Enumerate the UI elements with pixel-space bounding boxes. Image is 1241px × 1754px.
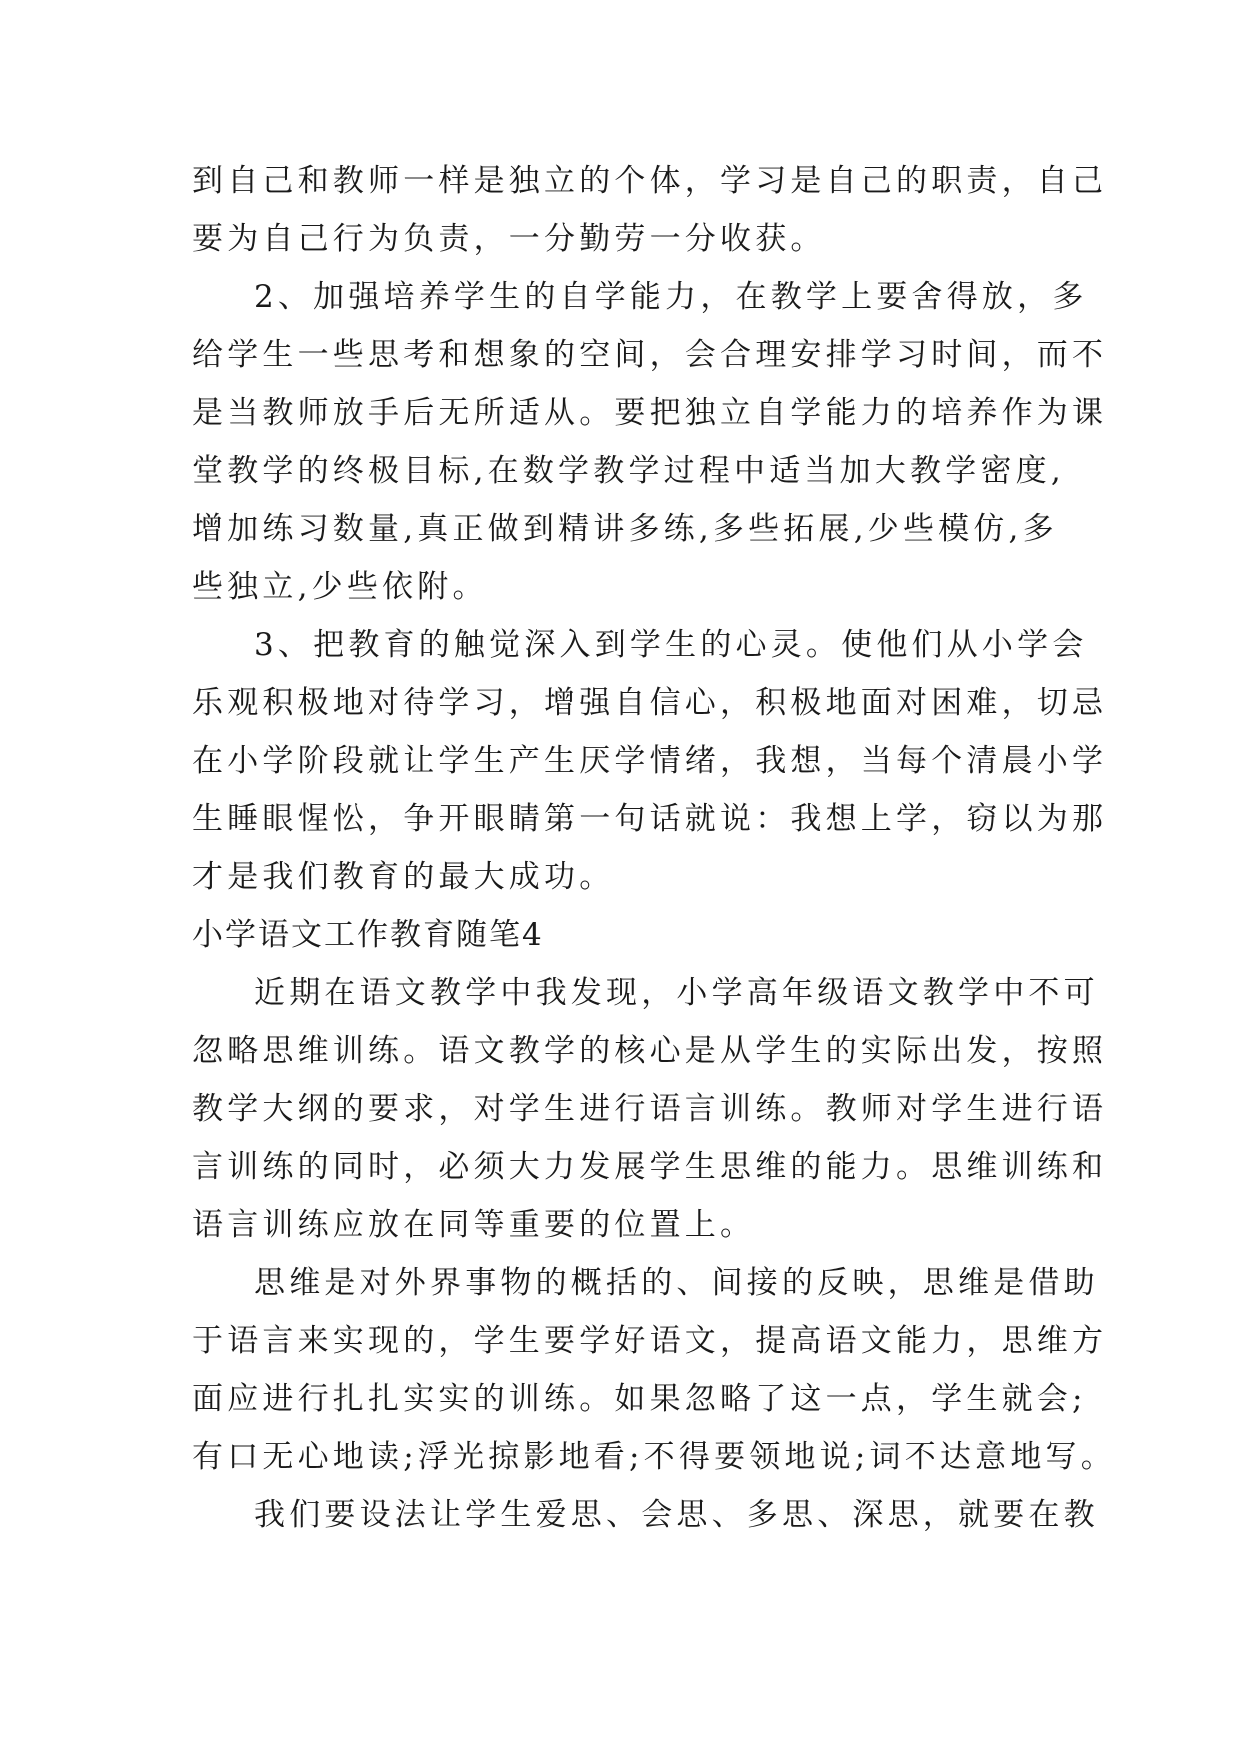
- text-line: 有口无心地读;浮光掠影地看;不得要领地说;词不达意地写。: [192, 1439, 1116, 1475]
- paragraph-first-line: 我们要设法让学生爱思、会思、多思、深思，就要在教: [254, 1497, 1099, 1533]
- text-line: 是当教师放手后无所适从。要把独立自学能力的培养作为课: [192, 395, 1108, 431]
- text-line: 教学大纲的要求，对学生进行语言训练。教师对学生进行语: [192, 1091, 1108, 1127]
- paragraph-first-line: 3、把教育的触觉深入到学生的心灵。使他们从小学会: [254, 627, 1088, 663]
- paragraph-first-line: 思维是对外界事物的概括的、间接的反映，思维是借助: [254, 1265, 1099, 1301]
- text-line: 给学生一些思考和想象的空间，会合理安排学习时间，而不: [192, 337, 1108, 373]
- text-line: 乐观积极地对待学习，增强自信心，积极地面对困难，切忌: [192, 685, 1108, 721]
- text-line: 到自己和教师一样是独立的个体，学习是自己的职责，自己: [192, 163, 1108, 199]
- paragraph-first-line: 近期在语文教学中我发现，小学高年级语文教学中不可: [254, 975, 1099, 1011]
- text-line: 生睡眼惺忪，争开眼睛第一句话就说：我想上学，窃以为那: [192, 801, 1108, 837]
- text-line: 忽略思维训练。语文教学的核心是从学生的实际出发，按照: [192, 1033, 1108, 1069]
- paragraph-first-line: 2、加强培养学生的自学能力，在教学上要舍得放，多: [254, 279, 1088, 315]
- section-heading: 小学语文工作教育随笔4: [192, 917, 544, 953]
- text-line: 要为自己行为负责，一分勤劳一分收获。: [192, 221, 826, 257]
- text-line: 于语言来实现的，学生要学好语文，提高语文能力，思维方: [192, 1323, 1108, 1359]
- text-line: 面应进行扎扎实实的训练。如果忽略了这一点，学生就会;: [192, 1381, 1087, 1417]
- document-body: [192, 152, 1116, 1544]
- text-line: 堂教学的终极目标,在数学教学过程中适当加大教学密度,: [192, 453, 1065, 489]
- text-line: 增加练习数量,真正做到精讲多练,多些拓展,少些模仿,多: [192, 511, 1058, 547]
- text-line: 言训练的同时，必须大力发展学生思维的能力。思维训练和: [192, 1149, 1108, 1185]
- text-line: 才是我们教育的最大成功。: [192, 859, 615, 895]
- text-line: 在小学阶段就让学生产生厌学情绪，我想，当每个清晨小学: [192, 743, 1108, 779]
- text-line: 些独立,少些依附。: [192, 569, 488, 605]
- text-line: 语言训练应放在同等重要的位置上。: [192, 1207, 756, 1243]
